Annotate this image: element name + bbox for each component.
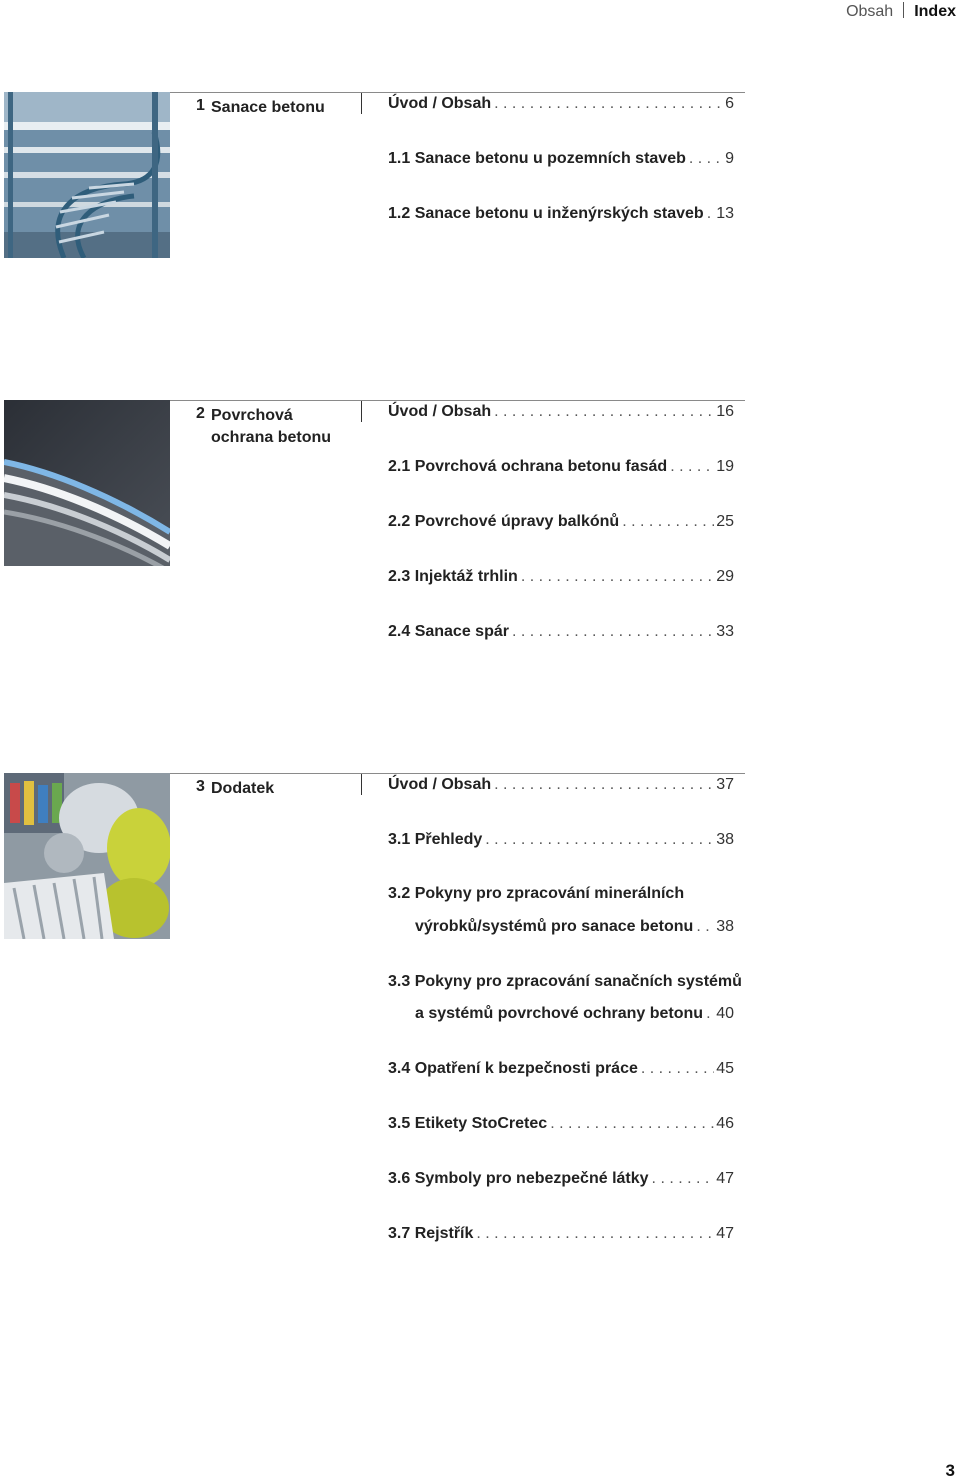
toc-entry-page: 13 [716, 205, 734, 222]
toc-entry-page: 25 [716, 513, 734, 530]
toc-entry-label: 3.6 Symboly pro nebezpečné látky [388, 1170, 649, 1187]
toc-entry[interactable] [388, 568, 734, 590]
facade-curve-image [4, 400, 170, 566]
page-header [846, 2, 956, 21]
toc-entry[interactable] [388, 1060, 734, 1082]
toc-leader-dots [707, 205, 715, 223]
section-1 [4, 92, 745, 272]
toc-entry[interactable] [388, 623, 734, 645]
header-section-label: Obsah [846, 3, 894, 20]
toc-leader-dots [641, 1060, 714, 1078]
toc-entry-first-line[interactable]: 3.3 Pokyny pro zpracování sanačních systémů [388, 973, 742, 990]
toc-entry[interactable] [388, 1170, 734, 1192]
toc-entry[interactable] [388, 95, 734, 117]
toc-entry-label: Úvod / Obsah [388, 403, 492, 420]
toc-entry-page: 6 [725, 95, 734, 112]
header-index-link[interactable]: Index [914, 3, 956, 20]
toc-entry[interactable] [388, 1225, 734, 1247]
toc-entry-page: 16 [716, 403, 734, 420]
section-3 [4, 773, 745, 1253]
toc-entry-page: 38 [716, 831, 734, 848]
toc-leader-dots [622, 513, 714, 531]
toc-entry-page: 40 [716, 1005, 734, 1022]
toc-entry-label: a systémů povrchové ochrany betonu [415, 1005, 704, 1022]
toc-entry-page: 19 [716, 458, 734, 475]
toc-entry-label: 3.5 Etikety StoCretec [388, 1115, 548, 1132]
title-separator [361, 774, 362, 795]
toc-entry-label: 3.7 Rejstřík [388, 1225, 474, 1242]
toc-leader-dots [512, 623, 714, 641]
section-title [211, 405, 331, 449]
toc-entry-page: 37 [716, 776, 734, 793]
toc-leader-dots [476, 1225, 714, 1243]
toc-entry[interactable] [388, 776, 734, 798]
section-divider [170, 400, 745, 401]
section-divider [170, 92, 745, 93]
section-title-line: ochrana betonu [211, 429, 332, 446]
toc-leader-dots [494, 95, 723, 113]
toc-entry-page: 38 [716, 918, 734, 935]
toc-entry-first-line[interactable]: 3.2 Pokyny pro zpracování minerálních [388, 885, 685, 902]
toc-entry-label: 3.1 Přehledy [388, 831, 483, 848]
toc-entry-label: výrobků/systémů pro sanace betonu [415, 918, 694, 935]
toc-entry-page: 47 [716, 1225, 734, 1242]
toc-entry-label: 2.2 Povrchové úpravy balkónů [388, 513, 620, 530]
toc-entry-label: 1.1 Sanace betonu u pozemních staveb [388, 150, 686, 167]
toc-leader-dots [652, 1170, 715, 1188]
toc-leader-dots [550, 1115, 714, 1133]
toc-leader-dots [494, 776, 714, 794]
section-2 [4, 400, 745, 660]
section-divider [170, 773, 745, 774]
spiral-staircase-image [4, 92, 170, 258]
section-number: 3 [196, 778, 205, 795]
section-1-photo [4, 92, 170, 258]
section-title-line: Povrchová [211, 407, 293, 424]
section-title: Sanace betonu [211, 99, 325, 116]
section-2-photo [4, 400, 170, 566]
toc-leader-dots [521, 568, 714, 586]
toc-entry-label: 2.3 Injektáž trhlin [388, 568, 518, 585]
toc-entry-label: 2.1 Povrchová ochrana betonu fasád [388, 458, 668, 475]
safety-gear-image [4, 773, 170, 939]
toc-entry[interactable] [388, 205, 734, 227]
toc-entry[interactable] [388, 458, 734, 480]
toc-leader-dots [706, 1005, 714, 1023]
toc-entry-label: 1.2 Sanace betonu u inženýrských staveb [388, 205, 704, 222]
header-separator [903, 2, 904, 18]
section-title: Dodatek [211, 780, 275, 797]
toc-entry[interactable] [388, 831, 734, 853]
toc-entry-page: 29 [716, 568, 734, 585]
page-number: 3 [945, 1461, 955, 1480]
toc-leader-dots [696, 918, 714, 936]
toc-entry-page: 45 [716, 1060, 734, 1077]
toc-entry-label: Úvod / Obsah [388, 95, 492, 112]
section-3-photo [4, 773, 170, 939]
toc-leader-dots [689, 150, 723, 168]
toc-entry[interactable] [388, 403, 734, 425]
toc-entry-page: 9 [725, 150, 734, 167]
title-separator [361, 401, 362, 422]
section-number: 2 [196, 405, 205, 422]
toc-entry[interactable] [415, 918, 734, 940]
toc-entry[interactable] [388, 1115, 734, 1137]
toc-entry-label: 3.4 Opatření k bezpečnosti práce [388, 1060, 638, 1077]
toc-entry-label: 2.4 Sanace spár [388, 623, 509, 640]
toc-leader-dots [670, 458, 714, 476]
toc-entry-page: 46 [716, 1115, 734, 1132]
toc-entry-page: 33 [716, 623, 734, 640]
section-number: 1 [196, 97, 205, 114]
toc-entry-page: 47 [716, 1170, 734, 1187]
toc-entry[interactable] [388, 513, 734, 535]
toc-entry[interactable] [388, 150, 734, 172]
toc-entry-label: Úvod / Obsah [388, 776, 492, 793]
toc-entry[interactable] [415, 1005, 734, 1027]
title-separator [361, 93, 362, 114]
toc-leader-dots [485, 831, 714, 849]
toc-leader-dots [494, 403, 714, 421]
